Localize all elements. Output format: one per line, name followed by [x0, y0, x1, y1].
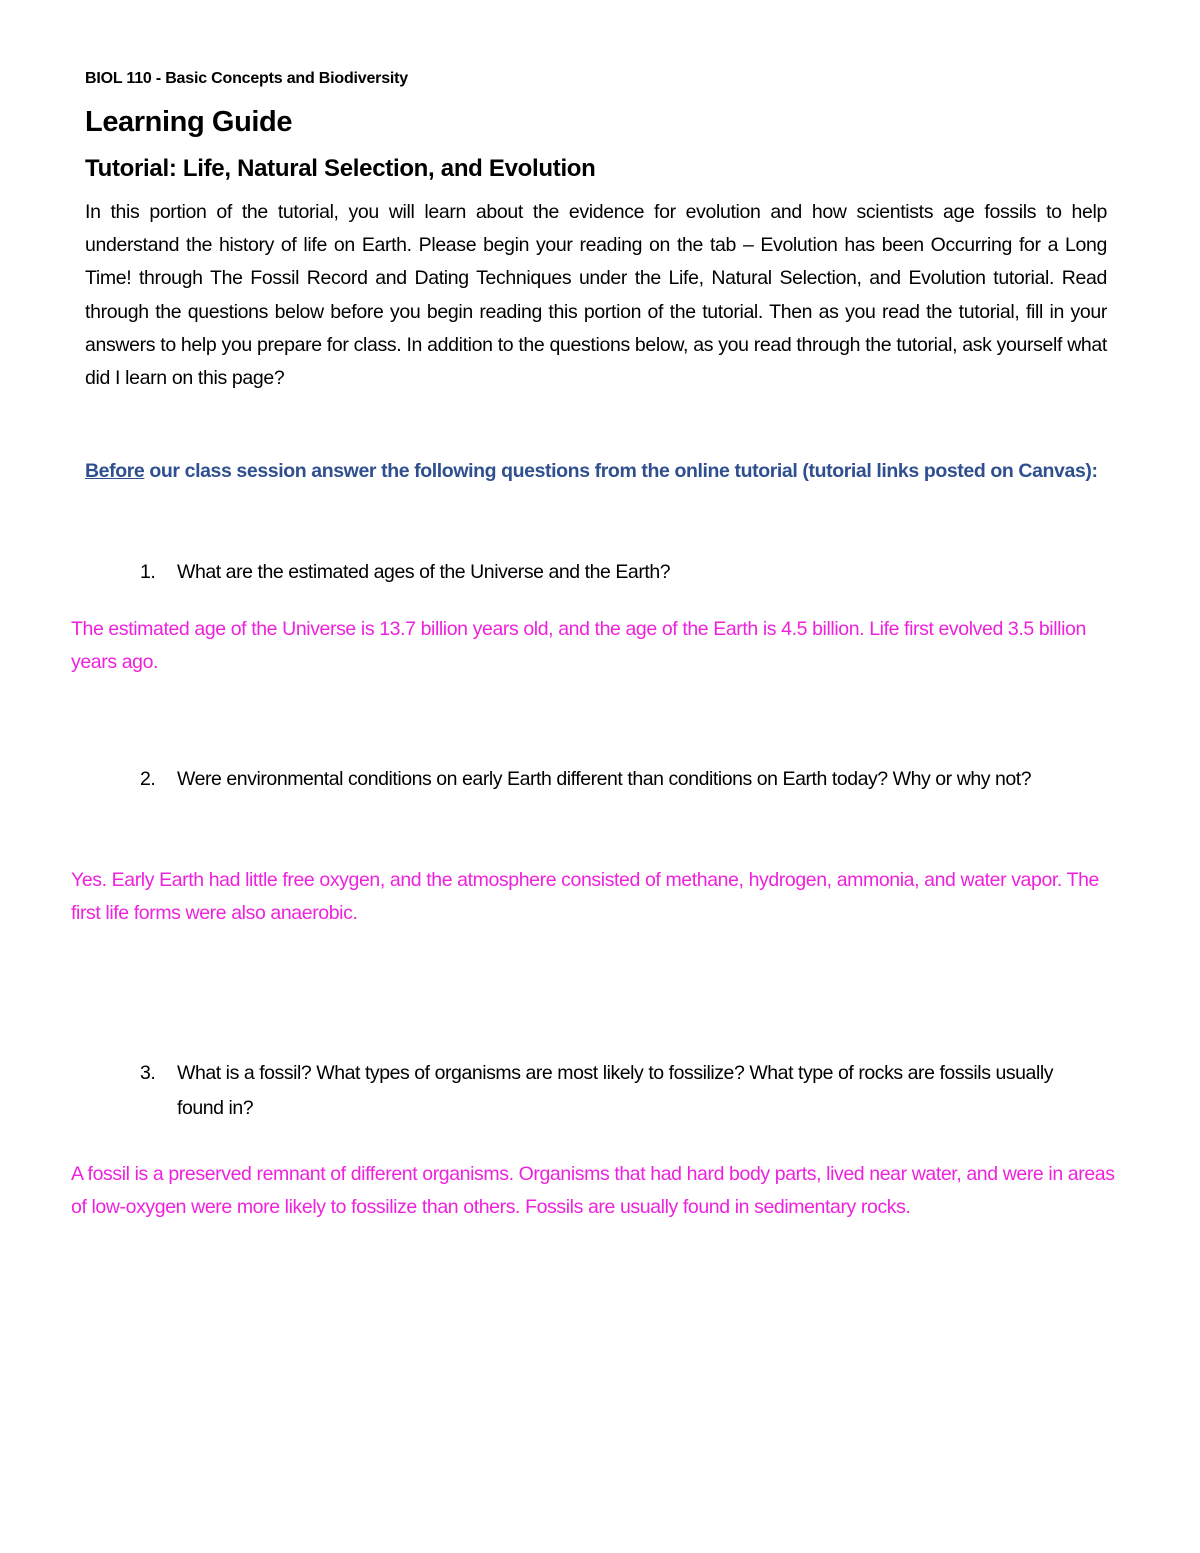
question-number: 2. [140, 768, 156, 790]
instructions-text: our class session answer the following questions from the online tutorial (tutorial links posted on Canvas): [144, 460, 1098, 482]
question-text: What are the estimated ages of the Universe and the Earth? [177, 561, 671, 583]
tutorial-subtitle: Tutorial: Life, Natural Selection, and Evolution [85, 155, 596, 182]
instructions-paragraph [85, 455, 1115, 488]
instructions-emphasis: Before [85, 460, 145, 482]
answer-3: A fossil is a preserved remnant of different organisms. Organisms that had hard body parts, lived near water, and were in areas of low-oxygen were more likely to fossilize than others. Fossils are usually found in sedimentary rocks. [71, 1163, 1115, 1218]
answer-2: Yes. Early Earth had little free oxygen, and the atmosphere consisted of methane, hydrogen, ammonia, and water vapor. The first life forms were also anaerobic. [71, 869, 1099, 924]
answer-1: The estimated age of the Universe is 13.7 billion years old, and the age of the Earth is 4.5 billion. Life first evolved 3.5 billion years ago. [71, 618, 1086, 673]
question-2 [140, 762, 1100, 797]
question-text: Were environmental conditions on early Earth different than conditions on Earth today? Why or why not? [177, 768, 1032, 790]
question-3 [140, 1056, 1100, 1126]
page-title: Learning Guide [85, 106, 293, 138]
question-number: 1. [140, 561, 156, 583]
question-number: 3. [140, 1062, 156, 1084]
question-1 [140, 555, 1100, 590]
intro-paragraph: In this portion of the tutorial, you will learn about the evidence for evolution and how scientists age fossils to help understand the history of life on Earth. Please begin your reading on the tab – Evolution has been Occurring for a Long Time! through The Fossil Record and Dating Techniques under the Life, Natural Selection, and Evolution tutorial. Read through the questions below before you begin reading this portion of the tutorial. Then as you read the tutorial, fill in your answers to help you prepare for class. In addition to the questions below, as you read through the tutorial, ask yourself what did I learn on this page? [85, 201, 1107, 390]
course-header: BIOL 110 - Basic Concepts and Biodiversity [85, 70, 408, 87]
question-text: What is a fossil? What types of organisms are most likely to fossilize? What type of rocks are fossils usually found in? [177, 1062, 1054, 1119]
